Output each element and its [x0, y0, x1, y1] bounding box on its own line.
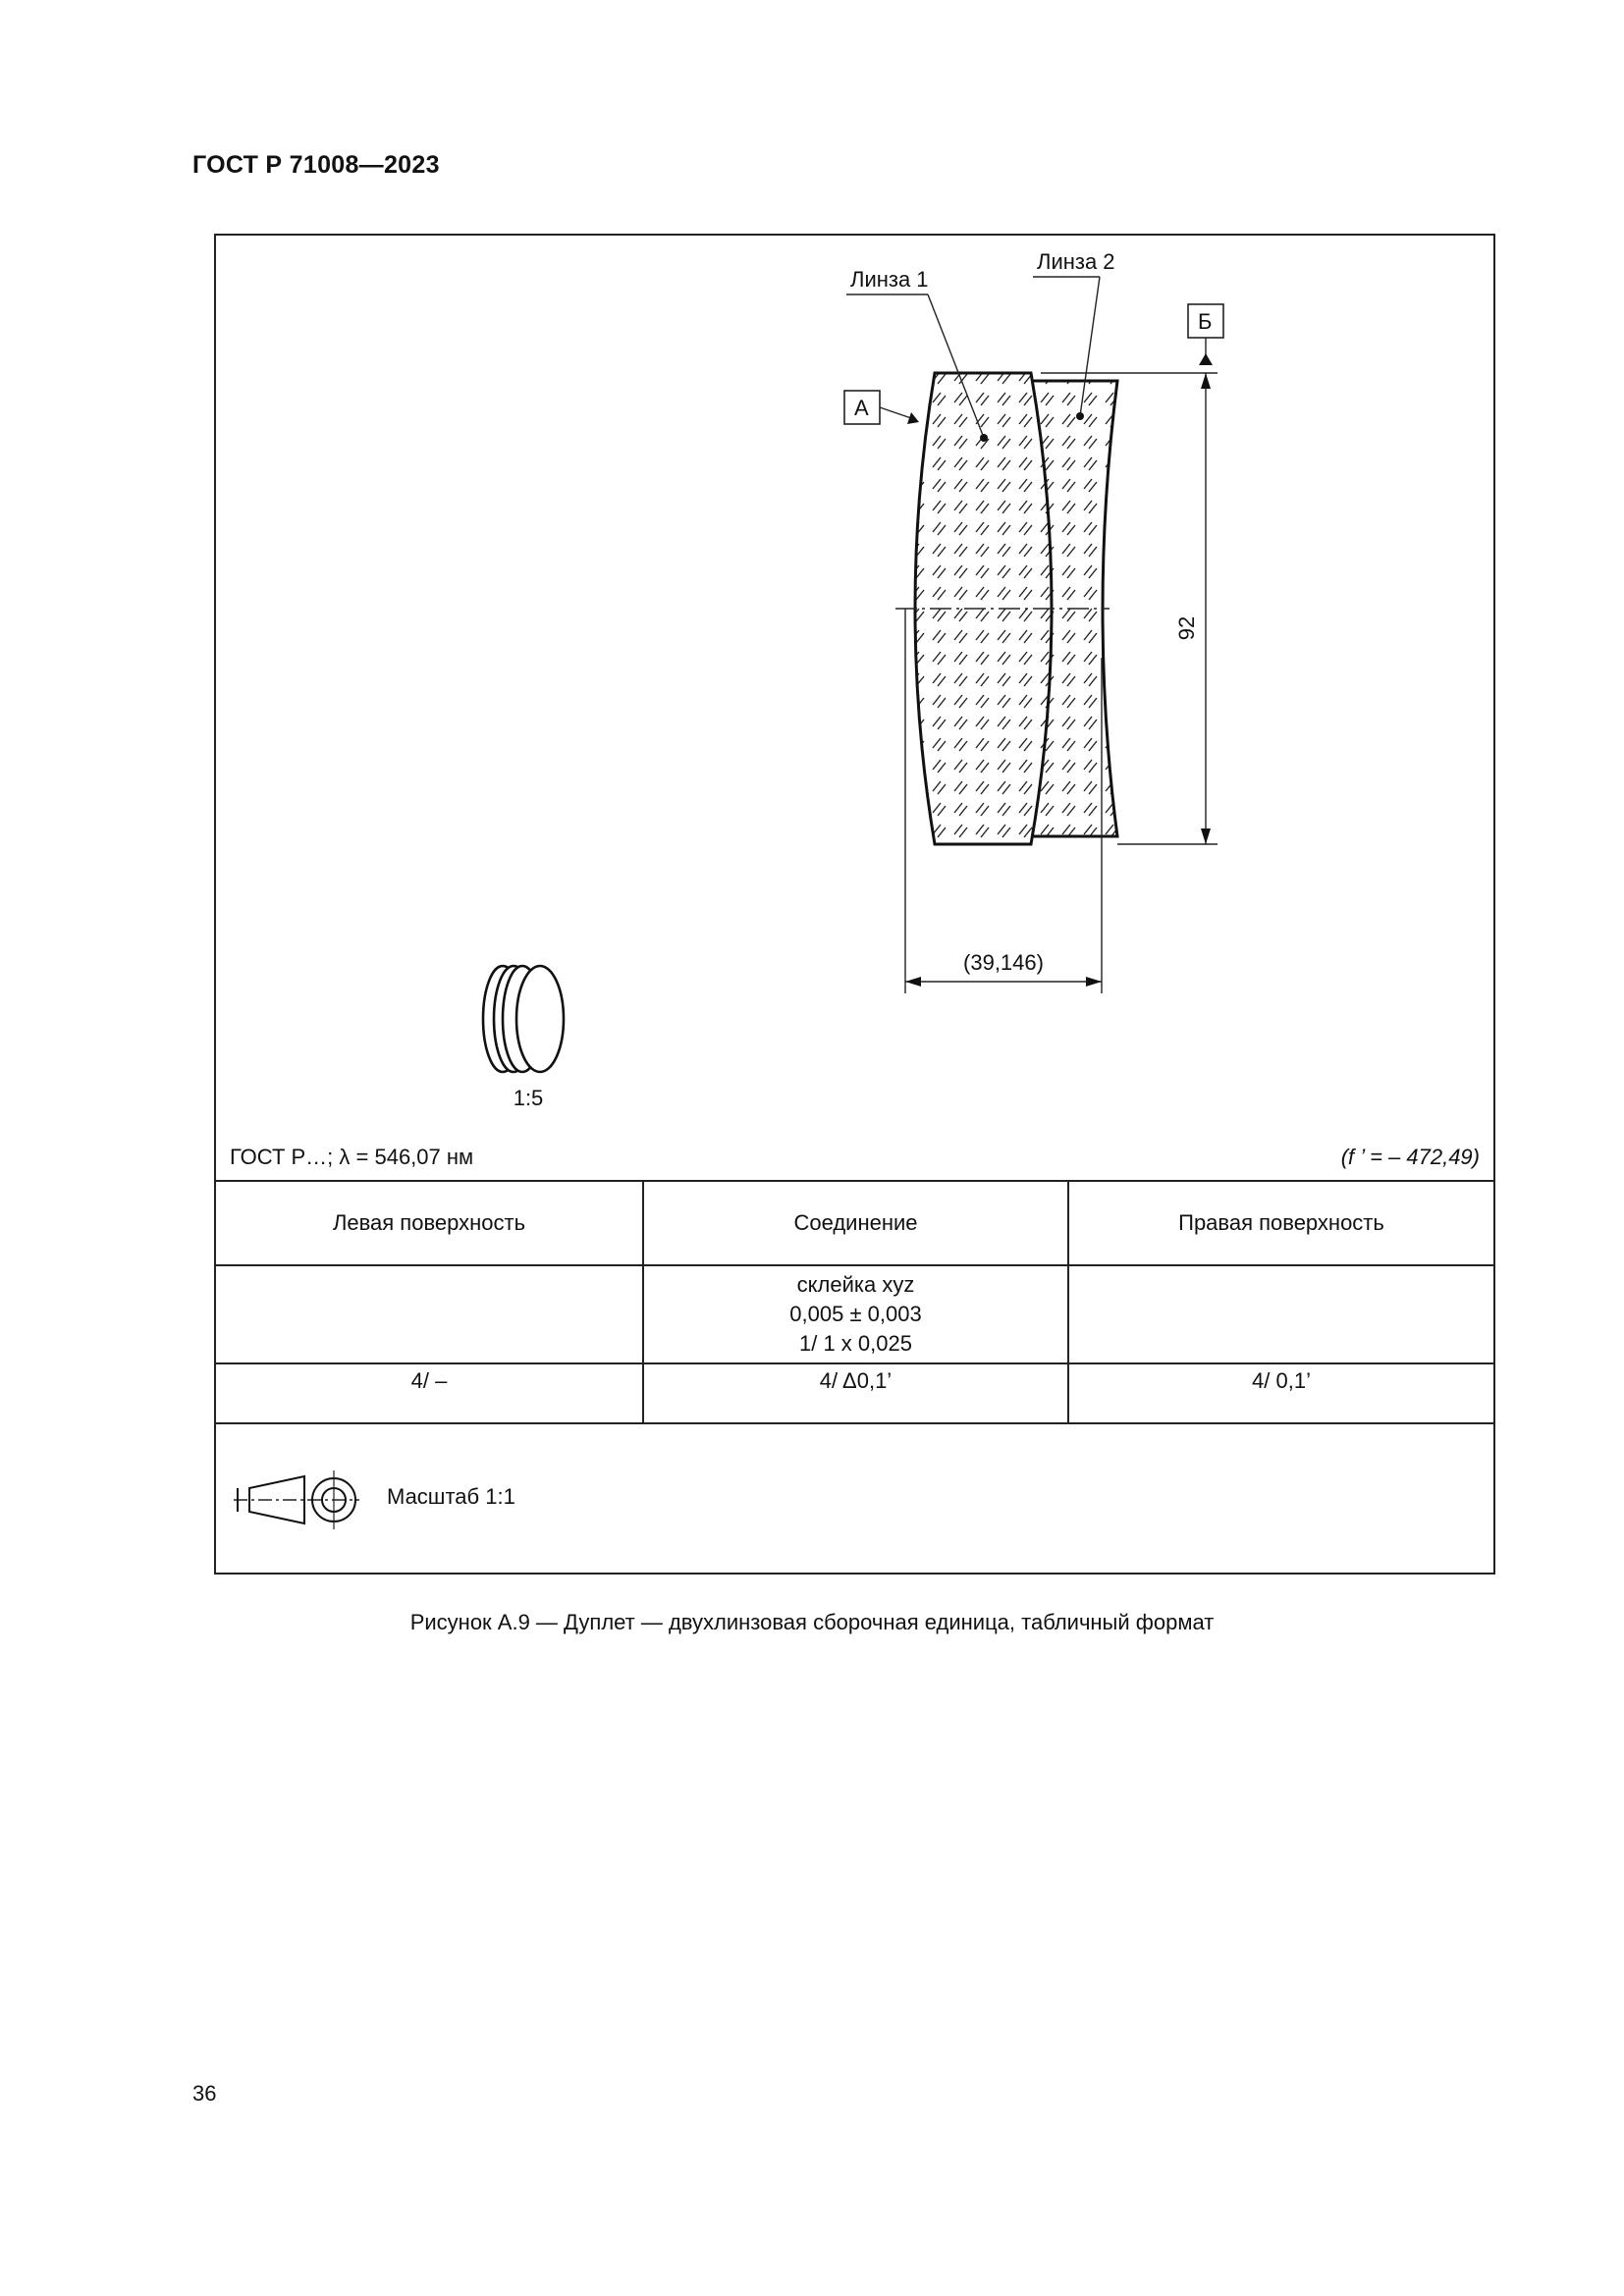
joint-left-cell: [216, 1265, 643, 1363]
figure-caption: Рисунок А.9 — Дуплет — двухлинзовая сборочная единица, табличный формат: [409, 1610, 1215, 1634]
lens-2-label: Линза 2: [1037, 249, 1115, 274]
joint-right-cell: [1068, 1265, 1493, 1363]
lens-1-label: Линза 1: [850, 267, 929, 292]
joint-line: 1/ 1 x 0,025: [799, 1331, 912, 1356]
header-joint: Соединение: [643, 1181, 1068, 1265]
wavelength-parameter: ГОСТ Р…; λ = 546,07 нм: [230, 1145, 474, 1169]
table-header-row: [216, 1181, 1493, 1265]
document-header: ГОСТ Р 71008—2023: [192, 151, 440, 179]
joint-center-cell: [643, 1265, 1068, 1363]
datum-b-label: Б: [1198, 309, 1213, 334]
lens-drawing: [216, 236, 1493, 1183]
doublet-thumbnail: [483, 966, 564, 1072]
height-dimension-value: 92: [1174, 615, 1199, 641]
page-number: 36: [192, 2081, 217, 2106]
drawing-scale: Масштаб 1:1: [387, 1484, 515, 1509]
table-row: [216, 1363, 1493, 1423]
table-row: [216, 1265, 1493, 1363]
projection-symbol-icon: [232, 1461, 369, 1539]
spec-right-cell: 4/ 0,1’: [1068, 1363, 1493, 1423]
surface-table: [216, 1180, 1493, 1424]
header-left-surface: Левая поверхность: [216, 1181, 643, 1265]
thumbnail-scale: 1:5: [513, 1086, 544, 1110]
focal-length-parameter: (f ’ = – 472,49): [1340, 1145, 1480, 1169]
projection-block: [216, 1417, 1493, 1575]
header-right-surface: Правая поверхность: [1068, 1181, 1493, 1265]
thickness-dimension-value: (39,146): [963, 950, 1044, 975]
drawing-frame: [214, 234, 1495, 1575]
joint-line: 0,005 ± 0,003: [789, 1302, 922, 1326]
spec-center-cell: 4/ Δ0,1’: [643, 1363, 1068, 1423]
joint-line: склейка xyz: [796, 1272, 915, 1297]
datum-a-label: А: [854, 396, 869, 420]
spec-left-cell: 4/ –: [216, 1363, 643, 1423]
